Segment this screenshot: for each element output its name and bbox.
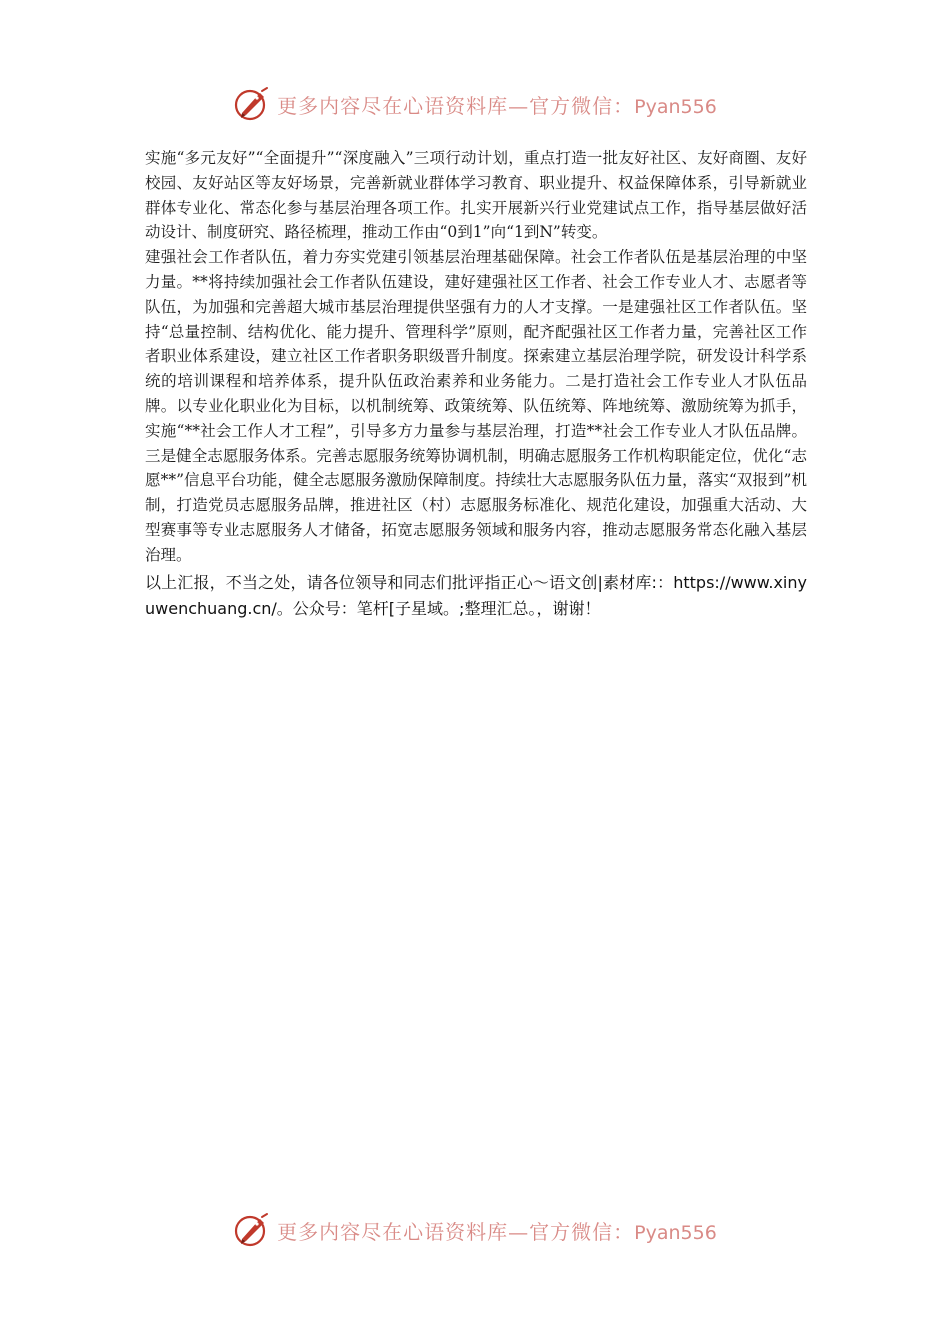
pen-nib-logo-icon bbox=[233, 1211, 271, 1249]
paragraph-2: 建强社会工作者队伍，着力夯实党建引领基层治理基础保障。社会工作者队伍是基层治理的中坚力量。**将持续加强社会工作者队伍建设，建好建强社区工作者、社会工作专业人才、志愿者等队伍，为加强和完善超大城市基层治理提供坚强有力的人才支撑。一是建强社区工作者队伍。坚持“总量控制、结构优化、能力提升、管理科学”原则，配齐配强社区工作者力量，完善社区工作者职业体系建设，建立社区工作者职务职级晋升制度。探索建立基层治理学院，研发设计科学系统的培训课程和培养体系，提升队伍政治素养和业务能力。二是打造社会工作专业人才队伍品牌。以专业化职业化为目标，以机制统筹、政策统筹、队伍统筹、阵地统筹、激励统筹为抓手，实施“**社会工作人才工程”，引导多方力量参与基层治理，打造**社会工作专业人才队伍品牌。三是健全志愿服务体系。完善志愿服务统筹协调机制，明确志愿服务工作机构职能定位，优化“志愿**”信息平台功能，健全志愿服务激励保障制度。持续壮大志愿服务队伍力量，落实“双报到”机制，打造党员志愿服务品牌，推进社区（村）志愿服务标准化、规范化建设，加强重大活动、大型赛事等专业志愿服务人才储备，拓宽志愿服务领域和服务内容，推动志愿服务常态化融入基层治理。 bbox=[145, 248, 807, 564]
closing-remarks: 以上汇报，不当之处，请各位领导和同志们批评指正心～语文创|素材库:：https://www.xinyuwenchuang.cn/。公众号：笔杆[子星域。;整理汇总。，谢谢！ bbox=[145, 572, 807, 618]
footer-banner bbox=[0, 1208, 950, 1252]
footer-banner-handle: Pyan556 bbox=[634, 1221, 717, 1244]
document-body bbox=[145, 146, 807, 622]
header-banner-text: 更多内容尽在心语资料库—官方微信：Pyan556 bbox=[277, 93, 717, 118]
header-banner-handle: Pyan556 bbox=[634, 95, 717, 118]
paragraph-1: 实施“多元友好”“全面提升”“深度融入”三项行动计划，重点打造一批友好社区、友好商圈、友好校园、友好站区等友好场景，完善新就业群体学习教育、职业提升、权益保障体系，引导新就业群体专业化、常态化参与基层治理各项工作。扎实开展新兴行业党建试点工作，指导基层做好活动设计、制度研究、路径梳理，推动工作由“0到1”向“1到N”转变。 bbox=[145, 149, 807, 242]
pen-nib-logo-icon bbox=[233, 85, 271, 123]
footer-banner-text: 更多内容尽在心语资料库—官方微信：Pyan556 bbox=[277, 1219, 717, 1244]
header-banner bbox=[0, 82, 950, 126]
